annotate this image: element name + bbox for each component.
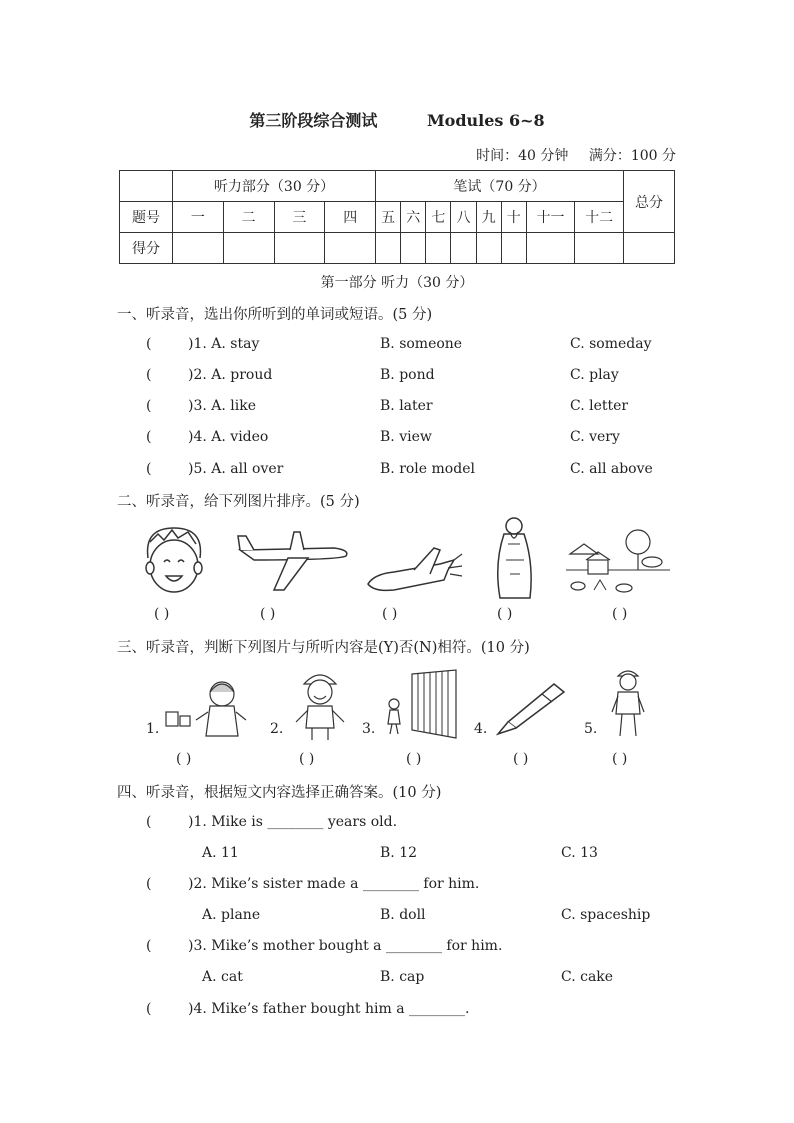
numeral-cell: 六	[401, 202, 426, 233]
option-b: B. view	[380, 429, 432, 445]
writing-header: 笔试（70 分）	[376, 171, 624, 202]
answer-blank[interactable]: ( )	[260, 606, 276, 622]
total-label: 总分	[624, 171, 675, 233]
numeral-cell: 一	[173, 202, 224, 233]
fountain-pen-icon	[494, 680, 568, 736]
score-cell[interactable]	[401, 233, 426, 264]
option-c: C. cake	[561, 969, 614, 985]
section4-heading: 四、听录音，根据短文内容选择正确答案。(10 分)	[117, 785, 442, 801]
answer-paren[interactable]: (	[146, 938, 152, 954]
answer-paren[interactable]: (	[146, 1001, 152, 1017]
picture-number: 3.	[362, 721, 376, 737]
question-stem	[146, 938, 502, 954]
answer-blank[interactable]: ( )	[299, 751, 315, 767]
option-b: B. later	[380, 398, 433, 414]
numeral-cell: 八	[451, 202, 476, 233]
section3-heading: 三、听录音，判断下列图片与所听内容是(Y)否(N)相符。(10 分)	[117, 640, 530, 656]
answer-blank[interactable]: ( )	[612, 751, 628, 767]
option-b: B. role model	[380, 461, 475, 477]
score-cell[interactable]	[173, 233, 224, 264]
time-score-line	[476, 145, 676, 165]
question-row-label: 题号	[120, 202, 173, 233]
picture-number: 1.	[146, 721, 160, 737]
section1-heading: 一、听录音，选出你所听到的单词或短语。(5 分)	[117, 307, 433, 323]
part1-title: 第一部分 听力（30 分）	[320, 275, 474, 291]
option-a: )2. A. proud	[188, 367, 273, 383]
score-table	[119, 170, 675, 264]
answer-blank[interactable]: ( )	[382, 606, 398, 622]
option-c: C. 13	[561, 845, 598, 861]
score-cell[interactable]	[223, 233, 274, 264]
option-a: A. plane	[202, 907, 261, 923]
score-cell[interactable]	[376, 233, 401, 264]
picture-number: 4.	[474, 721, 488, 737]
list-item	[146, 336, 259, 352]
question-stem	[146, 876, 479, 892]
option-b: B. doll	[380, 907, 426, 923]
option-a: A. 11	[202, 845, 239, 861]
option-b: B. cap	[380, 969, 425, 985]
numeral-cell: 十一	[526, 202, 575, 233]
section2-heading: 二、听录音，给下列图片排序。(5 分)	[117, 494, 360, 510]
answer-blank[interactable]: ( )	[513, 751, 529, 767]
option-b: B. 12	[380, 845, 418, 861]
list-item	[146, 429, 268, 445]
numeral-cell: 三	[274, 202, 325, 233]
answer-blank[interactable]: ( )	[406, 751, 422, 767]
answer-paren[interactable]: (	[146, 367, 152, 383]
boy-face-icon	[138, 522, 210, 600]
score-cell[interactable]	[476, 233, 501, 264]
score-cell[interactable]	[451, 233, 476, 264]
option-c: C. play	[570, 367, 619, 383]
question-text: )3. Mike’s mother bought a ________ for him.	[188, 938, 503, 954]
question-text: )1. Mike is ________ years old.	[188, 814, 398, 830]
numeral-cell: 十二	[575, 202, 624, 233]
answer-paren[interactable]: (	[146, 398, 152, 414]
numeral-cell: 五	[376, 202, 401, 233]
numeral-cell: 十	[501, 202, 526, 233]
option-c: C. someday	[570, 336, 652, 352]
question-stem	[146, 1001, 469, 1017]
corner-cell	[120, 171, 173, 202]
numeral-cell: 七	[426, 202, 451, 233]
picture-number: 5.	[584, 721, 598, 737]
option-a: )3. A. like	[188, 398, 257, 414]
answer-blank[interactable]: ( )	[176, 751, 192, 767]
numeral-cell: 九	[476, 202, 501, 233]
listening-header: 听力部分（30 分）	[173, 171, 376, 202]
option-c: C. all above	[570, 461, 653, 477]
farm-scene-icon	[564, 524, 672, 598]
question-text: )2. Mike’s sister made a ________ for him.	[188, 876, 480, 892]
space-shuttle-icon	[364, 540, 464, 598]
score-cell[interactable]	[575, 233, 624, 264]
answer-blank[interactable]: ( )	[497, 606, 513, 622]
score-cell[interactable]	[526, 233, 575, 264]
answer-paren[interactable]: (	[146, 461, 152, 477]
option-a: )4. A. video	[188, 429, 269, 445]
answer-paren[interactable]: (	[146, 876, 152, 892]
time-limit: 时间：40 分钟	[476, 148, 569, 164]
option-a: )1. A. stay	[188, 336, 260, 352]
option-a: A. cat	[202, 969, 243, 985]
confucius-statue-icon	[490, 514, 540, 600]
list-item	[146, 398, 256, 414]
option-b: B. pond	[380, 367, 435, 383]
full-score: 满分：100 分	[588, 148, 676, 164]
numeral-cell: 四	[325, 202, 376, 233]
score-cell[interactable]	[501, 233, 526, 264]
answer-paren[interactable]: (	[146, 336, 152, 352]
page-title	[0, 108, 794, 131]
question-stem	[146, 814, 397, 830]
title-en: Modules 6~8	[426, 111, 545, 130]
list-item	[146, 367, 272, 383]
option-c: C. spaceship	[561, 907, 651, 923]
answer-paren[interactable]: (	[146, 429, 152, 445]
answer-blank[interactable]: ( )	[612, 606, 628, 622]
score-cell[interactable]	[274, 233, 325, 264]
score-cell[interactable]	[426, 233, 451, 264]
question-text: )4. Mike’s father bought him a ________.	[188, 1001, 470, 1017]
answer-blank[interactable]: ( )	[154, 606, 170, 622]
picture-number: 2.	[270, 721, 284, 737]
numeral-cell: 二	[223, 202, 274, 233]
option-c: C. very	[570, 429, 620, 445]
title-cn: 第三阶段综合测试	[249, 111, 378, 130]
option-b: B. someone	[380, 336, 463, 352]
option-a: )5. A. all over	[188, 461, 284, 477]
list-item	[146, 461, 283, 477]
girl-with-cups-icon	[160, 676, 250, 740]
boy-standing-icon	[604, 664, 654, 738]
girl-at-gate-icon	[382, 668, 458, 740]
airplane-icon	[234, 528, 354, 592]
score-cell[interactable]	[325, 233, 376, 264]
answer-paren[interactable]: (	[146, 814, 152, 830]
total-score-cell[interactable]	[624, 233, 675, 264]
boy-with-cap-icon	[290, 666, 350, 742]
option-c: C. letter	[570, 398, 629, 414]
score-row-label: 得分	[120, 233, 173, 264]
